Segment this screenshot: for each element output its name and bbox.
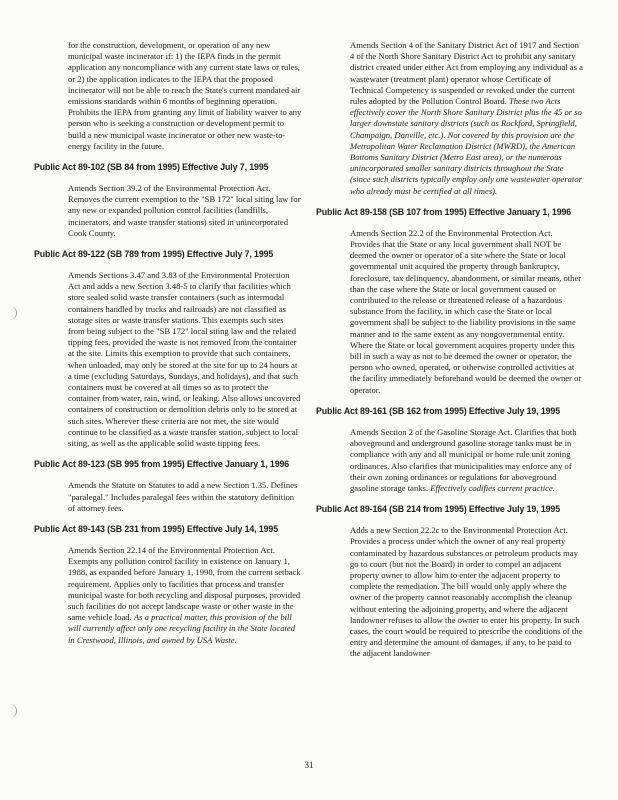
act-text: Amends Section 22.2 of the Environmental Protection Act. Provides that the State or any local government shall NOT be deemed the owner or operator of a site where the State or local governmental unit acquired the property through bankruptcy, foreclosure, tax delinquency, abandonment, or similar means, other than the case where the State or local government caused or contributed to the release or threatened release of a hazardous substance from the facility, in which case the State or local government shall be subject to the liability provisions in the same manner and to the same extent as any nongovernmental entity. Where the State or local government acquires property under this bill in such a way as not to be deemed the owner or operator, the person who owned, operated, or otherwise controlled activities at the facility immediately beforehand would be deemed the owner or operator. [350,227,582,395]
act-heading: Public Act 89-122 (SB 789 from 1995) Effective July 7, 1995 [34,249,274,260]
act-heading: Public Act 89-102 (SB 84 from 1995) Effective July 7, 1995 [34,162,269,173]
act-entry [316,207,584,396]
act-heading: Public Act 89-161 (SB 162 from 1995) Effective July 19, 1995 [316,405,561,416]
continued-paragraph [350,40,584,197]
act-heading: Public Act 89-158 (SB 107 from 1995) Effective January 1, 1996 [316,206,572,217]
act-heading: Public Act 89-143 (SB 231 from 1995) Effective July 14, 1995 [34,523,279,534]
act-note: Effectively codifies current practice. [430,482,555,493]
punch-hole-mark [4,704,17,718]
act-heading: Public Act 89-164 (SB 214 from 1995) Effective July 19, 1995 [316,504,561,515]
act-text: Amends the Statute on Statutes to add a new Section 1.35. Defines "paralegal." Includes paralegal fees within the statutory definition of attorney fees. [68,480,298,513]
act-entry [34,162,302,239]
intro-note: These two Acts effectively cover the North Shore Sanitary District plus the 45 or so larger downstate sanitary districts (such as Rockford, Springfield, Champaign, Danville, etc.). Not covered by this provision are the Metropolitan Water Reclamation District (MWRD), the American Bottoms Sanitary District (Metro East area), or the numerous unincorporated smaller sanitary districts throughout the State (since such districts typically employ only one wastewater operator who already must be certified at all times). [350,96,582,196]
act-text [350,427,584,494]
right-column [316,40,584,660]
intro-text: Amends Section 4 of the Sanitary District Act of 1917 and Section 4 of the North Shore Sanitary District Act to prohibit any sanitary district created under either Act from employing any individual as a wastewater (treatment plant) operator whose Certificate of Technical Competency is suspended or revoked under the current rules adopted by the Pollution Control Board. [350,40,583,107]
act-entry [34,524,302,646]
punch-hole-mark [4,306,17,320]
act-entry [316,504,584,659]
act-text: Amends Section 39.2 of the Environmental Protection Act. Removes the current exemption to the "SB 172" local siting law for any new or expanded pollution control facilities (landfills, incinerators, and waste transfer stations) sited in unincorporated Cook County. [68,183,301,238]
act-entry [34,459,302,514]
act-text: Amends Sections 3.47 and 3.83 of the Environmental Protection Act and adds a new Section 3.48-5 to clarify that facilities which store sealed solid waste transfer containers (such as intermodal containers handled by trucks and railroads) are not classified as storage sites or waste transfer stations. This exempts such sites from being subject to the "SB 172" local siting law and the related tipping fees, provided the waste is not removed from the container at the site. Limits this exemption to provide that such containers, when unloaded, may only be stored at the site for up to 24 hours at a time (excluding Saturdays, Sundays, and holidays), and that such containers must be covered at all times so as to protect the container from water, rain, wind, or leaking. Also allows uncovered containers of construction or demolition debris only to be stored at such sites. Wherever these criteria are not met, the site would continue to be classified as a waste transfer station, subject to local siting, as well as the applicable solid waste tipping fees. [68,270,301,449]
left-column [34,40,302,646]
act-note: As a practical matter, this provision of the bill will currently affect only one recycling facility in the State located in Crestwood, Illinois, and owned by USA Waste. [68,612,296,645]
act-text-main: Amends Section 22.14 of the Environmental Protection Act. Exempts any pollution control facility in existence on January 1, 1988, as expanded before January 1, 1990, from the current setback requirement. Applies only to facilities that process and transfer municipal waste for both recycling and disposal purposes, provided such facilities do not accept landscape waste or other waste in the same vehicle load. [68,544,301,623]
act-entry [316,406,584,494]
act-text: Adds a new Section 22.2c to the Environmental Protection Act. Provides a process under which the owner of any real property contaminated by hazardous substances or petroleum products may go to court (but not the Board) in order to compel an adjacent property owner to allow him to enter the adjacent property to complete the remediation. The bill would only apply where the owner of the property cannot reasonably accomplish the cleanup without entering the adjoining property, and where the adjacent landowner refuses to allow the owner to enter his property. In such cases, the court would be required to prescribe the conditions of the entry and determine the amount of damages, if any, to be paid to the adjacent landowner [350,525,583,659]
act-text-main: Amends Section 2 of the Gasoline Storage Act. Clarifies that both aboveground and underground gasoline storage tanks must be in compliance with any and all municipal or home rule unit zoning ordinances. Also clarifies that municipalities may enforce any of their own zoning ordinances or regulations for aboveground gasoline storage tanks. [350,426,577,493]
page-number: 31 [304,760,314,770]
act-text [68,545,302,646]
act-entry [34,249,302,449]
act-heading: Public Act 89-123 (SB 995 from 1995) Effective January 1, 1996 [34,459,290,470]
continued-paragraph: for the construction, development, or operation of any new municipal waste incinerator if: 1) the IEPA finds in the permit application any noncompliance with any current state laws or rules, or 2) the application indicates to the IEPA that the proposed incinerator will not be able to reach the State's current mandated air emissions standards within 6 months of beginning operation. Prohibits the IEPA from granting any limit of liability waiver to any person who is seeking a construction or development permit to build a new municipal waste incinerator or other new waste-to-energy facility in the future. [68,40,302,151]
